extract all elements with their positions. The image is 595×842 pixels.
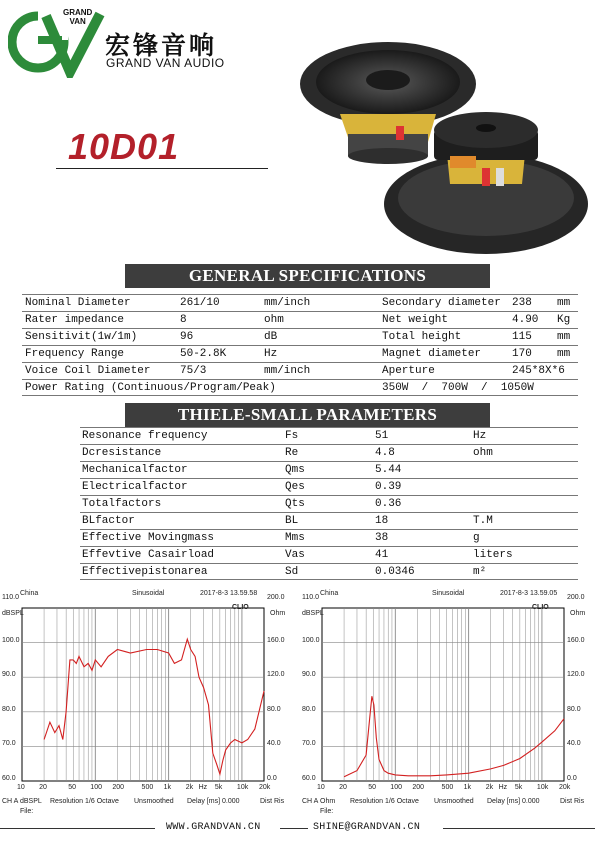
y2-tick-label: 160.0 [267,636,285,644]
graph-footer-item: Delay [ms] 0.000 [487,798,540,805]
spec-unit: dB [264,331,278,343]
ts-row [80,444,578,461]
x-tick-label: 20 [339,784,347,791]
footer-rule-left [0,828,155,829]
ts-name: Electricalfactor [82,481,188,493]
x-tick-label: 500 [441,784,454,791]
ts-name: Effectivepistonarea [82,566,208,578]
x-tick-label: 200 [112,784,125,791]
y-tick-label: 60.0 [302,775,316,782]
general-specifications-header: GENERAL SPECIFICATIONS [125,264,490,288]
ts-symbol: Re [285,447,299,459]
spec-label: Voice Coil Diameter [25,365,151,377]
graph-footer-item: CH A [2,798,19,805]
spec-unit: mm/inch [264,297,311,309]
ts-unit: T.M [473,515,493,527]
spec-value-2: 238 [512,297,532,309]
x-tick-label: 2k [485,784,494,791]
footer-rule-middle [280,828,308,829]
spec-row [22,311,578,328]
frequency-response-graph [2,588,292,818]
spec-value: 50-2.8K [180,348,227,360]
x-tick-label: 20 [39,784,47,791]
ts-value: 0.36 [375,498,402,510]
footer-email: SHINE@GRANDVAN.CN [313,822,421,833]
y2-tick-label: 0.0 [567,775,577,782]
ts-unit: liters [473,549,513,561]
x-tick-label: 1k [163,784,172,791]
thiele-small-header: THIELE-SMALL PARAMETERS [125,403,490,427]
power-rating-value: 350W / 700W / 1050W [382,382,534,394]
ts-name: Totalfactors [82,498,162,510]
ts-name: Resonance frequency [82,430,208,442]
ts-symbol: Fs [285,430,299,442]
x-tick-label: 10k [536,784,549,791]
ts-symbol: Mms [285,532,305,544]
ts-row [80,529,578,546]
model-number: 10D01 [68,126,180,167]
ts-row [80,546,578,563]
spec-label-2: Magnet diameter [382,348,482,360]
ts-unit: ohm [473,447,493,459]
ts-name: BLfactor [82,515,135,527]
speaker-product-image [296,34,592,266]
spec-unit: Hz [264,348,278,360]
brand-small-text: GRAND VAN [63,8,93,26]
x-tick-label: 50 [368,784,377,791]
spec-value: 96 [180,331,194,343]
y2-tick-label: 40.0 [267,740,281,748]
x-tick-label: 5k [514,784,523,791]
power-rating-label: Power Rating (Continuous/Program/Peak) [25,382,276,394]
y-tick-label: 100.0 [2,636,20,644]
spec-row [22,362,578,379]
ts-value: 5.44 [375,464,402,476]
ts-symbol: Qts [285,498,305,510]
graph-mode: Sinusoidal [132,590,165,597]
x-tick-label: 50 [68,784,77,791]
graph-y-unit: dBSPL [302,610,324,617]
graph-footer-item: Dist Ris [560,798,585,805]
ts-symbol: Sd [285,566,299,578]
ts-row [80,427,578,444]
y2-tick-label: 200.0 [267,594,285,601]
general-specifications-table [22,294,578,396]
ts-name: Mechanicalfactor [82,464,188,476]
ts-value: 38 [375,532,389,544]
graph-timestamp: 2017-8-3 13.59.58 [200,590,258,597]
spec-value-2: 115 [512,331,532,343]
brand-chinese-name: 宏锋音响 [105,31,218,60]
ts-value: 0.0346 [375,566,415,578]
ts-row [80,495,578,512]
graph-footer-item: Resolution 1/6 Octave [50,798,119,805]
spec-unit: ohm [264,314,284,326]
graph-clio-label: CLIO [532,604,549,611]
graph-file-label: File: [320,808,334,815]
spec-value: 75/3 [180,365,207,377]
y2-tick-label: 40.0 [567,740,581,748]
x-tick-label: 20k [559,784,571,791]
spec-unit-2: Kg [557,314,571,326]
ts-value: 41 [375,549,389,561]
spec-label-2: Total height [382,331,462,343]
ts-value: 0.39 [375,481,402,493]
ts-row [80,461,578,478]
spec-value-2: 245*8X*6 [512,365,565,377]
y-tick-label: 110.0 [302,594,319,601]
graph-footer-item: CH A [302,798,319,805]
graph-footer-item: Delay [ms] 0.000 [187,798,240,805]
graph-y-unit: dBSPL [2,610,24,617]
y-tick-label: 70.0 [302,740,316,748]
impedance-graph [302,588,592,818]
x-tick-label: 100 [390,784,402,791]
y-tick-label: 60.0 [2,775,16,782]
ts-symbol: Qes [285,481,305,493]
graph-y2-unit: Ohm [570,610,586,617]
spec-label: Frequency Range [25,348,125,360]
ts-value: 4.8 [375,447,395,459]
graph-y2-unit: Ohm [270,610,286,617]
spec-label: Sensitivit(1w/1m) [25,331,138,343]
y2-tick-label: 80.0 [267,705,281,713]
x-tick-label: 1k [463,784,472,791]
x-tick-label: 10 [17,784,25,791]
graph-file-label: File: [20,808,34,815]
graph-clio-label: CLIO [232,604,249,611]
x-tick-label: 2k [185,784,194,791]
x-tick-label: 20k [259,784,271,791]
graph-mode: Sinusoidal [432,590,465,597]
spec-row-power [22,379,578,396]
ts-symbol: Vas [285,549,305,561]
ts-unit: m² [473,566,487,578]
graph-footer-item: Unsmoothed [434,798,474,805]
brand-english-name: GRAND VAN AUDIO [106,56,225,70]
plot-frame [22,608,264,781]
spec-label-2: Aperture [382,365,435,377]
spec-row [22,294,578,311]
ts-unit: g [473,532,480,544]
plot-frame [322,608,564,781]
footer-website: WWW.GRANDVAN.CN [166,822,261,833]
x-tick-label: 10k [236,784,249,791]
spec-row [22,345,578,362]
footer-rule-right [443,828,595,829]
ts-name: Effevtive Casairload [82,549,215,561]
spec-unit-2: mm [557,331,571,343]
spec-label-2: Secondary diameter [382,297,501,309]
y2-tick-label: 160.0 [567,636,585,644]
spec-unit-2: mm [557,297,571,309]
graph-footer-item: Resolution 1/6 Octave [350,798,419,805]
ts-name: Effective Movingmass [82,532,215,544]
graph-footer-item: Ohm [320,798,336,805]
y-tick-label: 90.0 [302,671,316,679]
ts-unit: Hz [473,430,487,442]
spec-value-2: 4.90 [512,314,539,326]
y-tick-label: 100.0 [302,636,320,644]
y2-tick-label: 120.0 [567,671,585,679]
spec-label: Rater impedance [25,314,125,326]
thiele-small-table [80,427,578,580]
spec-value: 261/10 [180,297,220,309]
spec-label-2: Net weight [382,314,449,326]
graph-footer-item: Unsmoothed [134,798,174,805]
graph-footer-item: Dist Ris [260,798,285,805]
y-tick-label: 80.0 [302,705,316,713]
x-tick-label: 10 [317,784,325,791]
y-tick-label: 70.0 [2,740,16,748]
graph-source: China [20,590,39,597]
x-tick-label: 200 [412,784,425,791]
model-underline [56,168,268,169]
ts-symbol: Qms [285,464,305,476]
impedance-curve [344,696,564,777]
ts-row [80,512,578,529]
ts-row [80,478,578,495]
ts-value: 51 [375,430,389,442]
ts-row [80,563,578,580]
brand-small-label [63,8,92,26]
spec-row [22,328,578,345]
spec-value-2: 170 [512,348,532,360]
y2-tick-label: 200.0 [567,594,585,601]
x-tick-label: 5k [214,784,223,791]
y-tick-label: 80.0 [2,705,16,713]
graph-source: China [320,590,339,597]
ts-symbol: BL [285,515,299,527]
y2-tick-label: 0.0 [267,775,277,782]
spec-label: Nominal Diameter [25,297,131,309]
ts-name: Dcresistance [82,447,162,459]
spl-curve [44,639,264,774]
x-tick-label: Hz [198,784,208,791]
x-tick-label: 100 [90,784,102,791]
graph-footer-item: dBSPL [20,798,42,805]
y2-tick-label: 80.0 [567,705,581,713]
y-tick-label: 110.0 [2,594,19,601]
spec-value: 8 [180,314,187,326]
spec-unit: mm/inch [264,365,311,377]
ts-value: 18 [375,515,389,527]
y-tick-label: 90.0 [2,671,16,679]
x-tick-label: 500 [141,784,154,791]
spec-unit-2: mm [557,348,571,360]
graph-timestamp: 2017-8-3 13.59.05 [500,590,558,597]
y2-tick-label: 120.0 [267,671,285,679]
x-tick-label: Hz [498,784,508,791]
